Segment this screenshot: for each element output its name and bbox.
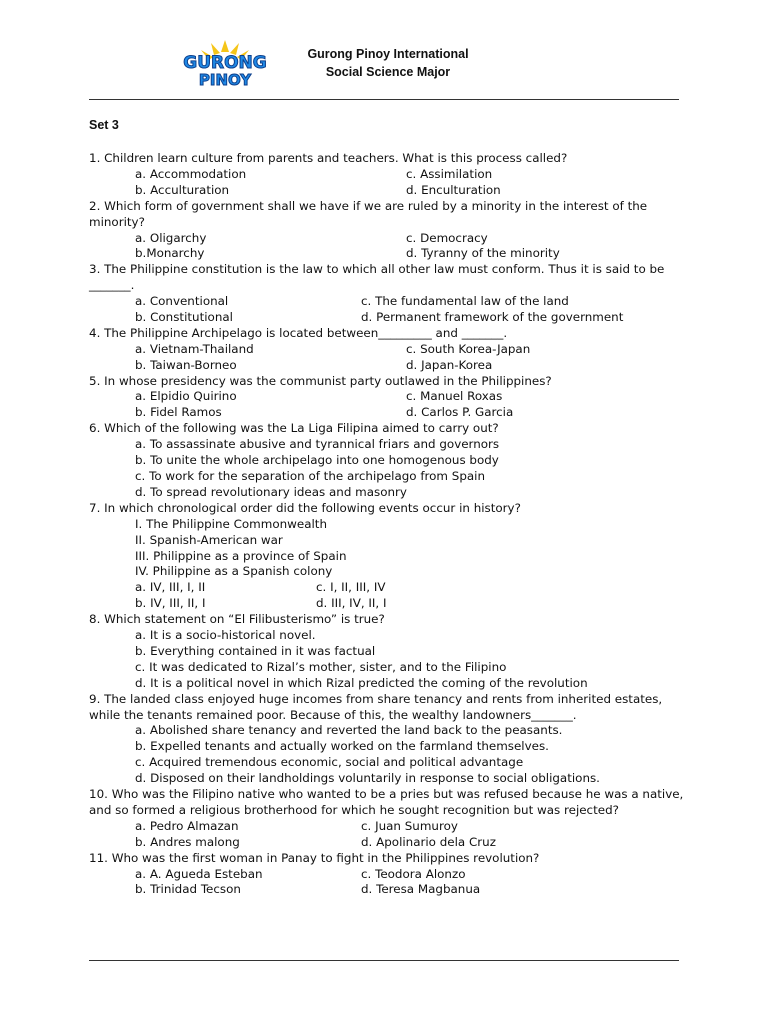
event-item: IV. Philippine as a Spanish colony [135,564,333,579]
choice: d. It is a political novel in which Rizal predicted the coming of the revolution [135,675,588,690]
question-stem: 9. The landed class enjoyed huge incomes from share tenancy and rents from inherited estates, while the tenants remained poor. Because of this, the wealthy landowners_______. [89,691,663,722]
choice: a. Oligarchy [135,230,207,245]
choice: a. It is a socio-historical novel. [135,628,316,642]
choice: d. To spread revolutionary ideas and masonry [135,484,407,499]
question-stem: 11. Who was the first woman in Panay to fight in the Philippines revolution? [89,850,540,865]
choice: b. Expelled tenants and actually worked on the farmland themselves. [135,739,549,754]
choice: c. Acquired tremendous economic, social and political advantage [135,755,524,770]
footer-divider [89,960,679,961]
question-stem: 4. The Philippine Archipelago is located between_________ and _______. [89,325,508,340]
choice: c. Juan Sumuroy [361,818,458,833]
choice-row [89,389,689,405]
choice: d. Enculturation [406,182,501,197]
choice: b. Constitutional [135,309,233,324]
question-stem: 5. In whose presidency was the communist party outlawed in the Philippines? [89,373,552,388]
choice: b. IV, III, II, I [135,596,206,611]
choice: c. It was dedicated to Rizal’s mother, sister, and to the Filipino [135,659,507,674]
set-label: Set 3 [89,118,119,132]
choice: c. Assimilation [406,166,493,181]
choice: d. Tyranny of the minority [406,246,560,261]
choice: a. Elpidio Quirino [135,389,237,404]
choice: d. Permanent framework of the government [361,309,624,324]
choice: c. I, II, III, IV [316,580,386,595]
question-stem: 6. Which of the following was the La Liga Filipina aimed to carry out? [89,421,499,436]
choice-row [89,882,689,898]
choice: d. Disposed on their landholdings voluntarily in response to social obligations. [135,771,600,786]
choice-row [89,167,689,183]
choice: b. Andres malong [135,834,240,849]
logo-text-pinoy: PINOY [198,71,252,89]
choice-row [89,596,689,612]
choice: c. South Korea-Japan [406,341,531,356]
choice-row [89,294,689,310]
choice: b.Monarchy [135,246,205,261]
choice: d. Carlos P. Garcia [406,405,514,420]
choice: b. Taiwan-Borneo [135,357,237,372]
choice: b. To unite the whole archipelago into one homogenous body [135,453,499,468]
header-title-block [303,45,473,81]
event-item: III. Philippine as a province of Spain [135,548,347,563]
choice-row [89,867,689,883]
choice: a. Vietnam-Thailand [135,341,254,356]
question-stem: 10. Who was the Filipino native who wanted to be a pries but was refused because he was a native, and so formed a religious brotherhood for which he sought recognition but was rejected? [89,787,684,817]
choice: c. Teodora Alonzo [361,866,466,881]
question-list [89,151,689,898]
question-stem: 7. In which chronological order did the following events occur in history? [89,500,521,515]
choice-row [89,405,689,421]
choice: c. Manuel Roxas [406,389,503,404]
choice: a. To assassinate abusive and tyrannical friars and governors [135,437,500,452]
choice: b. Everything contained in it was factual [135,643,376,658]
choice: b. Trinidad Tecson [135,882,241,897]
choice: c. Democracy [406,230,488,245]
choice-row [89,580,689,596]
gurong-pinoy-logo [175,40,275,90]
logo-text-gurong: GURONG [183,53,267,73]
question-stem: 2. Which form of government shall we have if we are ruled by a minority in the interest of the minority? [89,198,648,229]
choice: d. Apolinario dela Cruz [361,834,496,849]
choice-row [89,310,689,326]
question-stem: 3. The Philippine constitution is the law to which all other law must conform. Thus it is said to be _______. [89,262,665,293]
choice-row [89,183,689,199]
choice: a. Conventional [135,294,229,309]
choice: c. To work for the separation of the archipelago from Spain [135,468,485,483]
choice: a. Abolished share tenancy and reverted the land back to the peasants. [135,723,563,738]
choice-row [89,358,689,374]
event-item: I. The Philippine Commonwealth [135,516,327,531]
choice: d. Japan-Korea [406,357,493,372]
choice: d. Teresa Magbanua [361,882,481,897]
subject-subtitle: Social Science Major [325,65,451,79]
choice-row [89,342,689,358]
choice: b. Acculturation [135,182,230,197]
header-divider [89,99,679,100]
choice: c. The fundamental law of the land [361,294,569,309]
choice-row [89,231,689,247]
choice: a. A. Agueda Esteban [135,866,263,881]
choice: d. III, IV, II, I [316,596,387,611]
event-item: II. Spanish-American war [135,532,283,547]
question-stem: 1. Children learn culture from parents and teachers. What is this process called? [89,151,568,165]
choice: a. IV, III, I, II [135,580,206,595]
question-stem: 8. Which statement on “El Filibusterismo” is true? [89,612,385,627]
choice: b. Fidel Ramos [135,405,222,420]
choice-row [89,246,689,262]
org-name: Gurong Pinoy International [307,47,469,61]
choice-row [89,819,689,835]
choice: a. Accommodation [135,166,247,181]
choice: a. Pedro Almazan [135,818,239,833]
choice-row [89,835,689,851]
